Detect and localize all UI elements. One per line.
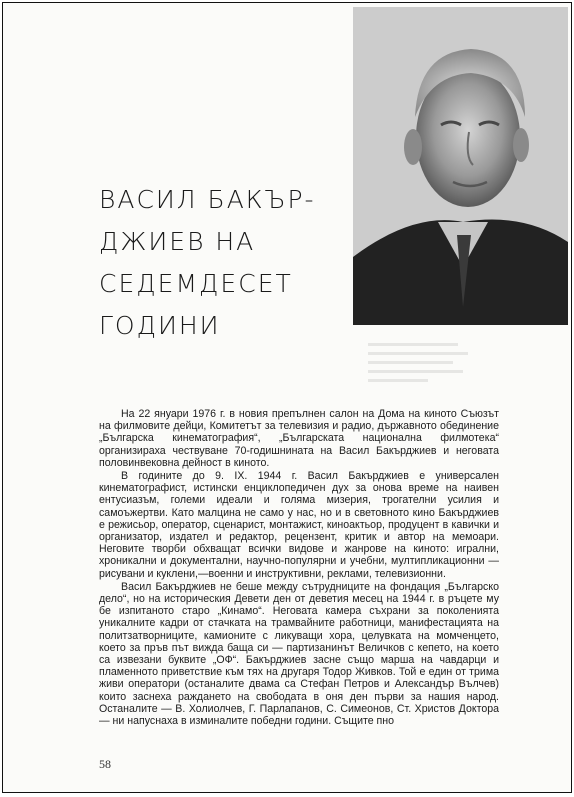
article-body — [99, 408, 499, 727]
title-line-1: ВАСИЛ БАКЪР- — [99, 185, 316, 214]
magazine-page — [2, 2, 572, 793]
title-line-4: ГОДИНИ — [99, 311, 221, 340]
article-paragraph-2: В годините до 9. IX. 1944 г. Васил Бакърджиев е универсален кинематографист, истински енциклопедичен дух за онова време на наивен ентусиазъм, големи идеали и голяма мизерия, трогателни усилия и самоъжертви. Като малцина не само у нас, но и в световното кино Бакърджиев е режисьор, оператор, сценарист, монтажист, киноактьор, продуцент в кавички и организатор, издател и редактор, рецензент, критик и автор на мемоари. Неговите творби обхващат всички видове и жанрове на киното: игрални, хроникални и документални, научно-популярни и учебни, мултипликационни —рисувани и куклени,—военни и инструктивни, реклами, телевизионни. — [99, 470, 499, 580]
title-line-3: СЕДЕМДЕСЕТ — [99, 269, 293, 298]
article-paragraph-1: На 22 януари 1976 г. в новия препълнен салон на Дома на киното Съюзът на филмовите дейци, Комитетът за телевизия и радио, държавното обединение „Българска кинематография“, „Българската национална филмотека“ организираха чествуване 70-годишнината на Васил Бакърджиев и неговата половинвековна дейност в киното. — [99, 408, 499, 469]
page-number: 58 — [99, 757, 111, 771]
portrait-photo — [353, 7, 568, 325]
bleed-through-artifact — [368, 341, 478, 391]
article-title — [99, 179, 349, 347]
portrait-illustration — [353, 7, 568, 325]
title-line-2: ДЖИЕВ НА — [99, 227, 256, 256]
article-paragraph-3: Васил Бакърджиев не беше между сътрудниците на фондация „Българско дело“, но на историческия Девети ден от деветия месец на 1944 г. в ръцете му бе изпитаното старо „Кинамо“. Неговата камера съхрани за поколенията уникалните кадри от стачката на трамвайните работници, манифестацията на политзатворниците, камионите с ликуващи хора, целувката на момченцето, което за пръв път вижда баща си — партизанинът Величков с кепето, на което са извезани буквите „ОФ“. Бакърджиев заснe също марша на чавдарци и пламенното приветствие към тях на другаря Тодор Живков. Той е един от трима живи оператори (останалите двама са Стефан Петров и Александър Вълчев) които заснеха раждането на свободата в оня ден първи за нашия народ. Останалите — В. Холиолчев, Г. Парлапанов, С. Симеонов, Ст. Христов Доктора — ни напуснаха в изминалите победни години. Същите пно — [99, 580, 499, 728]
